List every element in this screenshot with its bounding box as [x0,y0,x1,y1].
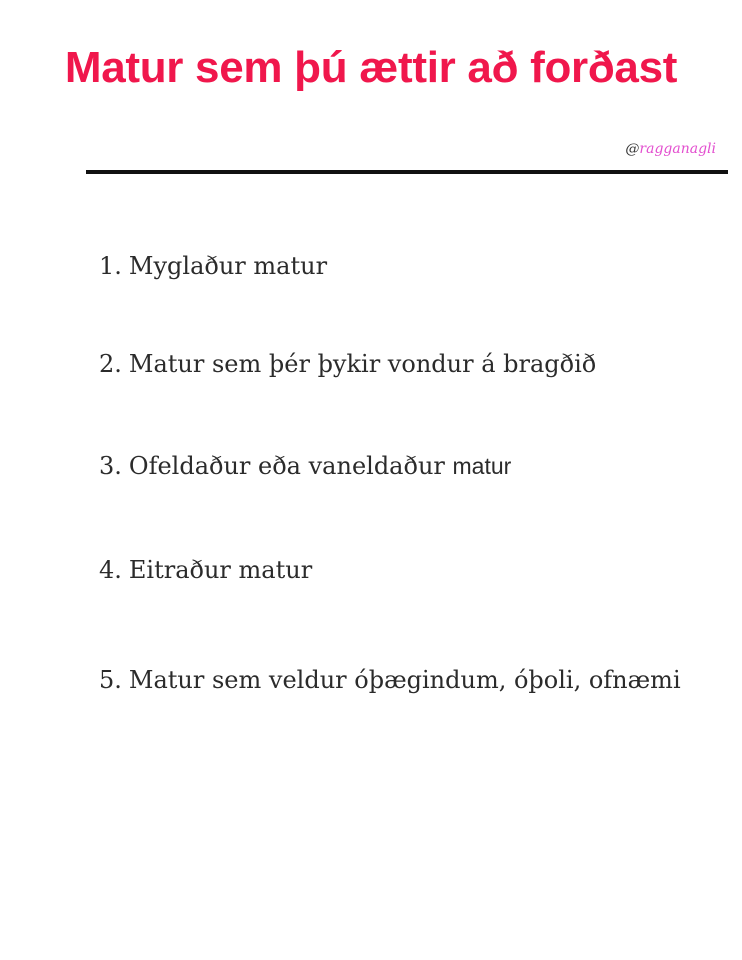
author-handle [625,142,716,156]
list-item [99,352,596,376]
list-item-text: Matur sem þér þykir vondur á bragðið [128,350,597,378]
list-item-text: Myglaður matur [128,252,328,280]
handle-name: ragganagli [639,141,716,157]
list-item-text: Eitraður matur [128,556,313,584]
list-item-text: Matur sem veldur óþægindum, óþoli, ofnæmi [128,666,681,694]
list-item-text-tail: matur [452,453,512,479]
page-title: Matur sem þú ættir að forðast [64,43,678,92]
list-item-number: 2. [99,350,122,378]
list-item [99,558,312,582]
list-item [99,454,511,478]
list-item [99,668,681,692]
list-item-number: 1. [99,252,122,280]
list-item-number: 4. [99,556,122,584]
handle-at-symbol: @ [625,141,640,157]
list-item [99,254,327,278]
list-item-number: 3. [99,452,122,480]
title-divider [86,170,728,174]
list-item-number: 5. [99,666,122,694]
list-item-text: Ofeldaður eða vaneldaður [128,452,453,480]
